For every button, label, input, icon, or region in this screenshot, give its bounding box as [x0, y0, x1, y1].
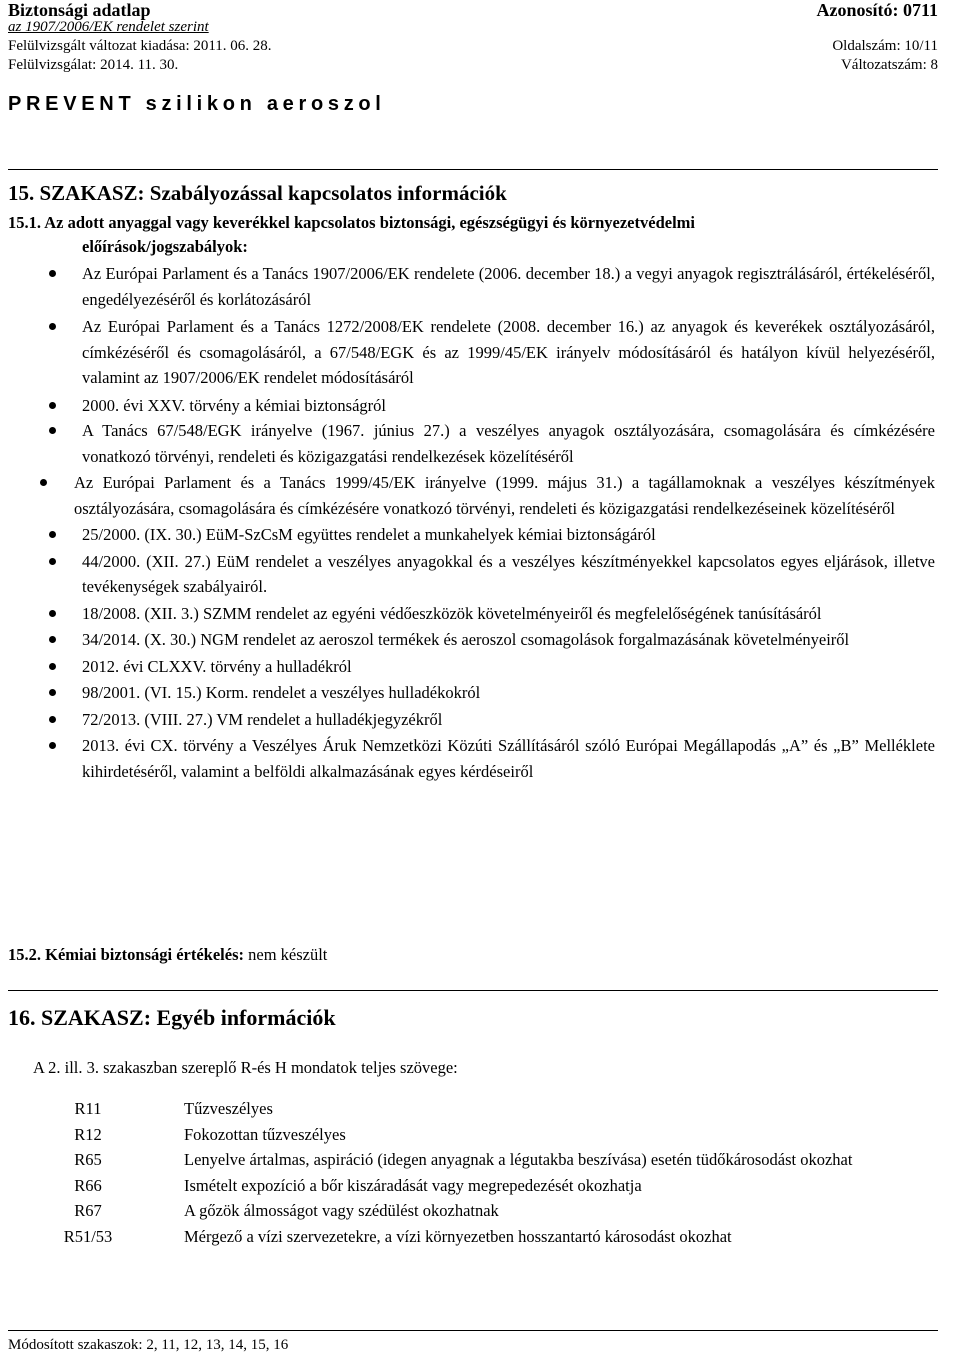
table-row — [50, 1173, 884, 1199]
divider — [8, 169, 938, 170]
page-number: Oldalszám: 10/11 — [832, 38, 938, 54]
section-15-title: 15. SZAKASZ: Szabályozással kapcsolatos információk — [8, 181, 507, 205]
regulation-list — [8, 261, 935, 784]
section-15-1-title-line1: 15.1. Az adott anyaggal vagy keverékkel kapcsolatos biztonsági, egészségügyi és környezetvédelmi — [8, 213, 695, 232]
phrase-text: Ismételt expozíció a bőr kiszáradását vagy megrepedezését okozhatja — [184, 1175, 642, 1195]
revision-issue: Felülvizsgált változat kiadása: 2011. 06. 28. — [8, 38, 272, 54]
bullet-icon — [49, 270, 56, 277]
section-15-2-label: 15.2. Kémiai biztonsági értékelés: — [8, 945, 244, 964]
phrase-table — [50, 1096, 884, 1249]
divider — [8, 990, 938, 991]
phrase-code: R66 — [74, 1175, 102, 1195]
doc-subtitle: az 1907/2006/EK rendelet szerint — [8, 19, 209, 35]
list-item: 25/2000. (IX. 30.) EüM-SzCsM együttes rendelet a munkahelyek kémiai biztonságáról — [8, 522, 935, 548]
list-item: 18/2008. (XII. 3.) SZMM rendelet az egyéni védőeszközök követelményeiről és megfelelőségének tanúsításáról — [8, 601, 935, 627]
table-row — [50, 1224, 884, 1250]
list-item: 44/2000. (XII. 27.) EüM rendelet a veszélyes anyagokkal és a veszélyes készítményekkel kapcsolatos egyes eljárások, illetve tevékenységek szabályairól. — [8, 549, 935, 600]
doc-title: Biztonsági adatlap — [8, 0, 151, 20]
phrase-text: Tűzveszélyes — [184, 1099, 273, 1118]
bullet-icon — [49, 610, 56, 617]
bullet-icon — [49, 402, 56, 409]
section-15-1-title-line2: előírások/jogszabályok: — [82, 237, 248, 256]
product-name: PREVENT szilikon aeroszol — [8, 93, 386, 115]
bullet-icon — [49, 663, 56, 670]
list-item: 2013. évi CX. törvény a Veszélyes Áruk Nemzetközi Közúti Szállításáról szóló Európai Megállapodás „A” és „B” Melléklete kihirdetéséről, valamint a belföldi alkalmazásának egyes kérdéseiről — [8, 733, 935, 784]
list-item: Az Európai Parlament és a Tanács 1999/45/EK irányelve (1999. május 31.) a tagállamoknak a veszélyes készítmények osztályozására, csomagolására és címkézésére vonatkozó törvényi, rendeleti és közigazgatási rendelkezéseinek közelítéséről — [8, 470, 935, 521]
list-item: Az Európai Parlament és a Tanács 1907/2006/EK rendelete (2006. december 18.) a vegyi anyagok regisztrálásáról, értékeléséről, engedélyezéséről és korlátozásáról — [8, 261, 935, 312]
bullet-icon — [49, 323, 56, 330]
bullet-icon — [49, 636, 56, 643]
bullet-icon — [49, 427, 56, 434]
table-row — [50, 1122, 884, 1148]
table-row — [50, 1096, 884, 1122]
table-row — [50, 1198, 884, 1224]
divider — [8, 1330, 938, 1331]
bullet-icon — [40, 479, 47, 486]
bullet-icon — [49, 716, 56, 723]
section-16-intro: A 2. ill. 3. szakaszban szereplő R-és H mondatok teljes szövege: — [33, 1058, 458, 1077]
phrase-text: Lenyelve ártalmas, aspiráció (idegen anyagnak a légutakba beszívása) esetén tüdőkárosodást okozhat — [184, 1150, 853, 1169]
list-item: 2000. évi XXV. törvény a kémiai biztonságról — [8, 393, 935, 419]
section-15-1-title — [8, 211, 935, 259]
phrase-text: Mérgező a vízi szervezetekre, a vízi környezetben hosszantartó károsodást okozhat — [184, 1226, 732, 1246]
phrase-text: A gőzök álmosságot vagy szédülést okozhatnak — [184, 1201, 499, 1220]
section-15-2-value: nem készült — [248, 945, 328, 964]
identifier: Azonosító: 0711 — [816, 0, 938, 20]
list-item: 72/2013. (VIII. 27.) VM rendelet a hulladékjegyzékről — [8, 707, 935, 733]
version: Változatszám: 8 — [840, 57, 938, 73]
phrase-code: R12 — [74, 1124, 102, 1144]
bullet-icon — [49, 531, 56, 538]
revision-date: Felülvizsgálat: 2014. 11. 30. — [8, 57, 179, 73]
phrase-code: R67 — [74, 1201, 102, 1220]
phrase-text: Fokozottan tűzveszélyes — [184, 1124, 346, 1144]
table-row — [50, 1147, 884, 1173]
bullet-icon — [49, 742, 56, 749]
list-item: 34/2014. (X. 30.) NGM rendelet az aeroszol termékek és aeroszol csomagolások forgalmazásának követelményeiről — [8, 627, 935, 653]
list-item: Az Európai Parlament és a Tanács 1272/2008/EK rendelete (2008. december 16.) az anyagok és keverékek osztályozásáról, címkézéséről és csomagolásáról, a 67/548/EGK és az 1999/45/EK irányelv módosításáról és hatályon kívül helyezéséről, valamint az 1907/2006/EK rendelet módosításáról — [8, 314, 935, 391]
modified-sections: Módosított szakaszok: 2, 11, 12, 13, 14, 15, 16 — [8, 1337, 289, 1353]
phrase-code: R51/53 — [63, 1226, 113, 1246]
bullet-icon — [49, 689, 56, 696]
list-item: 98/2001. (VI. 15.) Korm. rendelet a veszélyes hulladékokról — [8, 680, 935, 706]
section-16-title: 16. SZAKASZ: Egyéb információk — [8, 1005, 336, 1030]
list-item: A Tanács 67/548/EGK irányelve (1967. június 27.) a veszélyes anyagok osztályozására, csomagolására és címkézésére vonatkozó törvényi, rendeleti és közigazgatási rendelkezések közelítéséről — [8, 418, 935, 469]
phrase-code: R65 — [74, 1150, 102, 1169]
document-header — [8, 0, 938, 74]
bullet-icon — [49, 558, 56, 565]
list-item: 2012. évi CLXXV. törvény a hulladékról — [8, 654, 935, 680]
section-15-2 — [8, 945, 327, 965]
phrase-code: R11 — [74, 1099, 102, 1118]
